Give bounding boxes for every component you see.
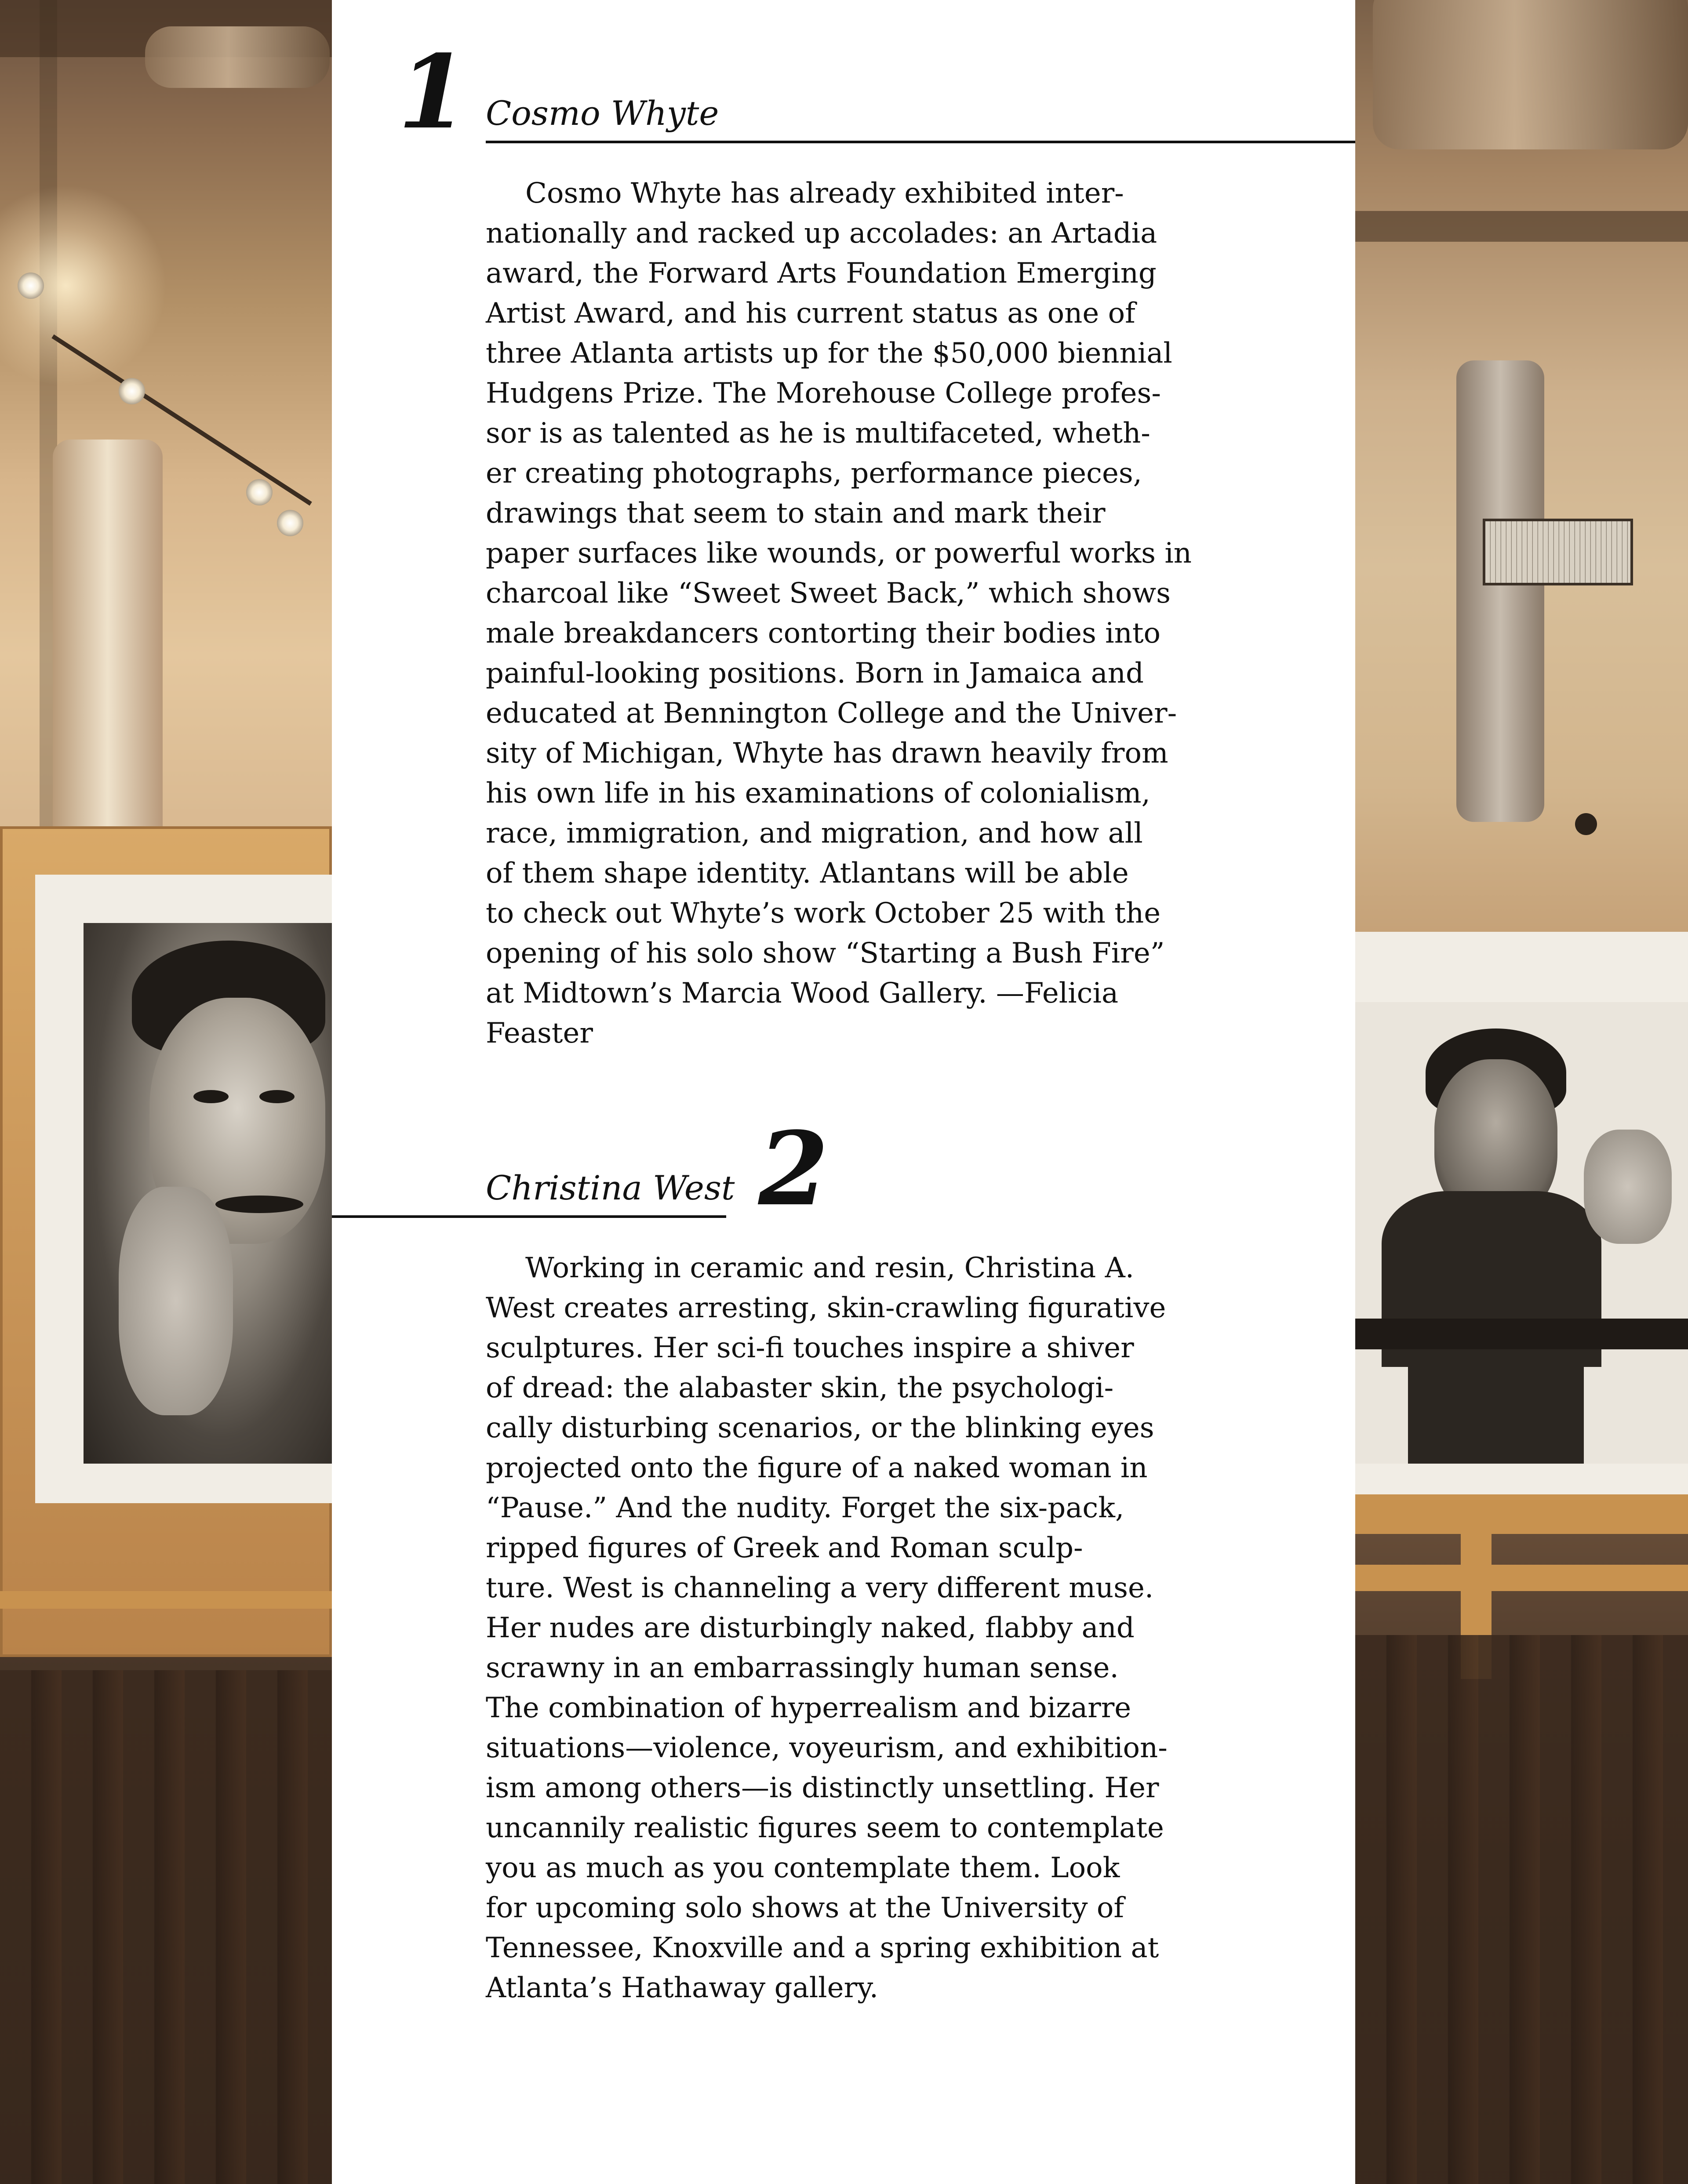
gallery-floor: [1355, 1635, 1688, 2184]
body-line: male breakdancers contorting their bodies into: [486, 617, 1161, 650]
body-line: ism among others—is distinctly unsettling. Her: [486, 1772, 1159, 1804]
body-line: Cosmo Whyte has already exhibited inter-: [525, 177, 1124, 210]
wall-fixture-icon: [1575, 813, 1597, 835]
body-line: award, the Forward Arts Foundation Emerging: [486, 257, 1157, 290]
body-line: to check out Whyte’s work October 25 with the: [486, 897, 1161, 930]
body-line: Artist Award, and his current status as one of: [486, 297, 1135, 330]
body-line: painful-looking positions. Born in Jamaica and: [486, 657, 1144, 690]
section-1-rule: [486, 141, 1355, 143]
body-line: Feaster: [486, 1017, 593, 1050]
body-line: race, immigration, and migration, and how all: [486, 817, 1143, 850]
body-line: projected onto the figure of a naked woman in: [486, 1452, 1148, 1484]
body-line: West creates arresting, skin-crawling figurative: [486, 1292, 1166, 1324]
gallery-photo-right: [1355, 0, 1688, 2184]
body-line: sity of Michigan, Whyte has drawn heavily from: [486, 737, 1168, 770]
brick-column: [1456, 360, 1544, 822]
body-line: paper surfaces like wounds, or powerful works in: [486, 537, 1192, 570]
gallery-floor: [0, 1670, 332, 2184]
body-line: Her nudes are disturbingly naked, flabby and: [486, 1612, 1135, 1644]
section-1-body: [486, 174, 1233, 1054]
air-vent: [1483, 519, 1633, 585]
body-line: Atlanta’s Hathaway gallery.: [486, 1972, 879, 2004]
body-line: ripped figures of Greek and Roman sculp-: [486, 1532, 1083, 1564]
body-line: at Midtown’s Marcia Wood Gallery. —Felicia: [486, 977, 1119, 1010]
spotlight-icon: [18, 273, 44, 299]
section-2-name: Christina West: [486, 1168, 735, 1207]
portrait-bearded-man: [1355, 1002, 1688, 1464]
spotlight-icon: [119, 378, 145, 404]
body-line: his own life in his examinations of colonialism,: [486, 777, 1150, 810]
body-line: scrawny in an embarrassingly human sense.: [486, 1652, 1119, 1684]
spotlight-icon: [277, 510, 303, 536]
ceiling-duct: [1373, 0, 1688, 149]
gallery-photo-left: [0, 0, 332, 2184]
body-line: nationally and racked up accolades: an Artadia: [486, 217, 1157, 250]
body-line: drawings that seem to stain and mark their: [486, 497, 1106, 530]
body-line: of them shape identity. Atlantans will be able: [486, 857, 1129, 890]
section-2-body: [486, 1248, 1233, 2008]
body-line: er creating photographs, performance pieces,: [486, 457, 1142, 490]
body-line: three Atlanta artists up for the $50,000 biennial: [486, 337, 1172, 370]
body-line: opening of his solo show “Starting a Bush Fire”: [486, 937, 1165, 970]
portrait-cosmo-whyte: [84, 923, 332, 1464]
body-line: “Pause.” And the nudity. Forget the six-pack,: [486, 1492, 1124, 1524]
body-line: cally disturbing scenarios, or the blinking eyes: [486, 1412, 1154, 1444]
body-line: for upcoming solo shows at the University of: [486, 1892, 1124, 1924]
body-line: situations—violence, voyeurism, and exhibition-: [486, 1732, 1168, 1764]
spotlight-icon: [246, 479, 273, 505]
body-line: charcoal like “Sweet Sweet Back,” which shows: [486, 577, 1171, 610]
ceiling-beam: [1355, 211, 1688, 242]
body-line: you as much as you contemplate them. Look: [486, 1852, 1120, 1884]
section-2-rule: [332, 1215, 726, 1218]
body-line: The combination of hyperrealism and bizarre: [486, 1692, 1131, 1724]
section-2-number: 2: [758, 1110, 829, 1228]
body-line: of dread: the alabaster skin, the psychologi-: [486, 1372, 1114, 1404]
ceiling-pipe: [145, 26, 330, 88]
body-line: educated at Bennington College and the Univer-: [486, 697, 1177, 730]
body-line: sculptures. Her sci-fi touches inspire a shiver: [486, 1332, 1134, 1364]
body-line: Working in ceramic and resin, Christina A.: [525, 1252, 1135, 1284]
section-1-name: Cosmo Whyte: [486, 94, 719, 133]
body-line: sor is as talented as he is multifaceted, wheth-: [486, 417, 1150, 450]
body-line: Tennessee, Knoxville and a spring exhibition at: [486, 1932, 1159, 1964]
body-line: Hudgens Prize. The Morehouse College profes-: [486, 377, 1161, 410]
body-line: uncannily realistic figures seem to contemplate: [486, 1812, 1164, 1844]
body-line: ture. West is channeling a very different muse.: [486, 1572, 1154, 1604]
section-1-number: 1: [398, 33, 469, 152]
